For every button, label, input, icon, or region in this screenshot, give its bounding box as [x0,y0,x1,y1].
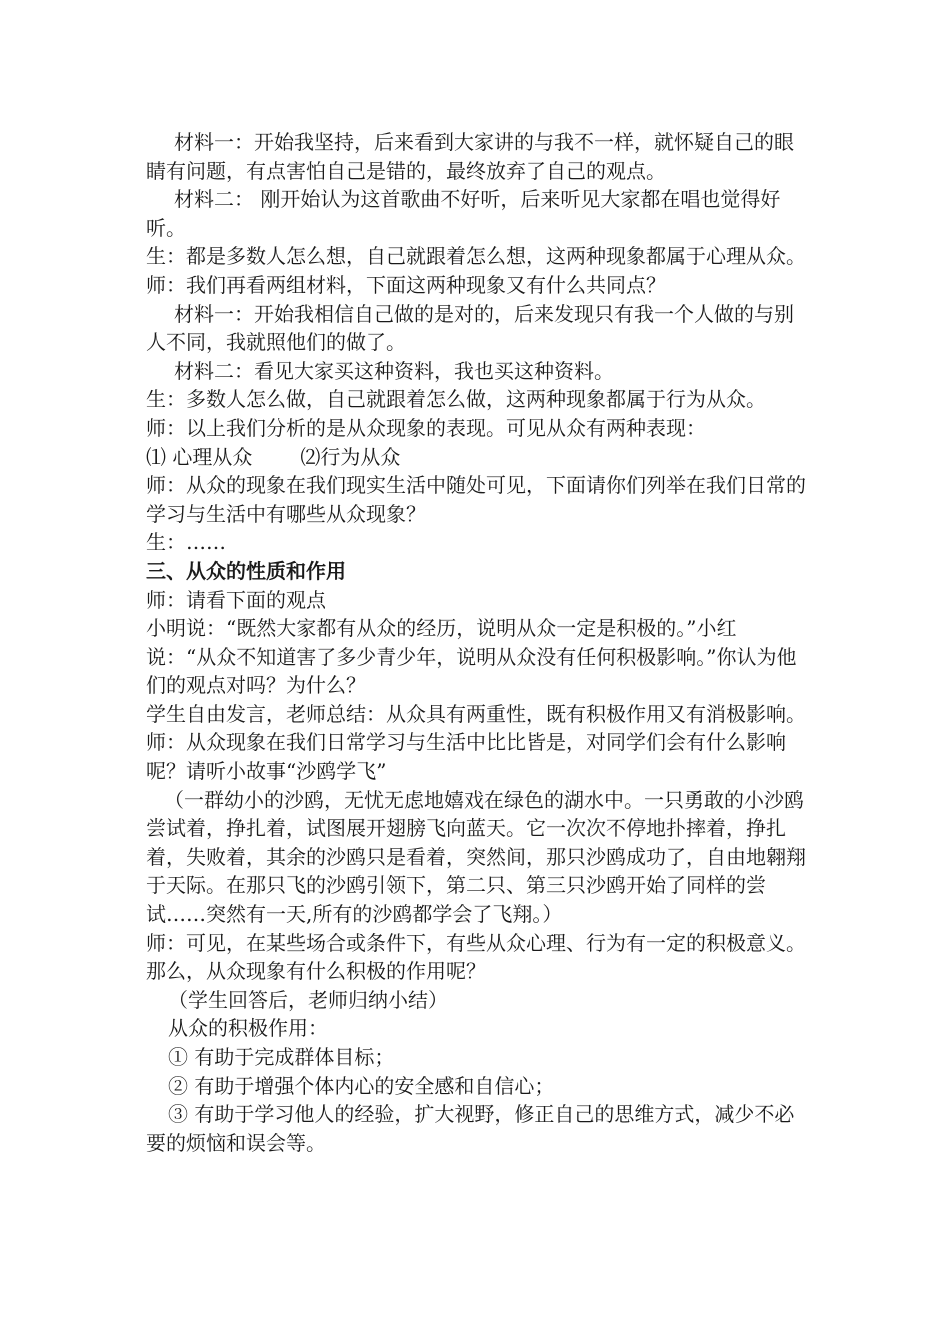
forms-line [146,443,806,472]
student-answer-3: 生：…… [146,530,226,555]
effect-item-1: ① 有助于完成群体目标； [168,1045,395,1069]
viewpoints-text: 小明说：“既然大家都有从众的经历，说明从众一定是积极的。”小红说：“从众不知道害了多少青少年，说明从众没有任何积极影响。”你认为他们的观点对吗？为什么？ [146,616,797,698]
teacher-line-5: 师：从众现象在我们日常学习与生活中比比皆是，对同学们会有什么影响呢？请听小故事“沙鸥学飞” [146,730,786,784]
student-answer-2: 生：多数人怎么做，自己就跟着怎么做，这两种现象都属于行为从众。 [146,387,766,412]
teacher-line-2: 师：以上我们分析的是从众现象的表现。可见从众有两种表现： [146,415,706,440]
teacher-line-1: 师：我们再看两组材料，下面这两种现象又有什么共同点？ [146,272,666,297]
story-text: （一群幼小的沙鸥，无忧无虑地嬉戏在绿色的湖水中。一只勇敢的小沙鸥尝试着，挣扎着，试图展开翅膀飞向蓝天。它一次次不停地扑摔着，挣扎着，失败着，其余的沙鸥只是看着，突然间，那只沙鸥成功了，自由地翱翔于天际。在那只飞的沙鸥引领下，第二只、第三只沙鸥开始了同样的尝试……突然有一天,所有的沙鸥都学会了飞翔。） [146,787,806,927]
teacher-line-3: 师：从众的现象在我们现实生活中随处可见，下面请你们列举在我们日常的学习与生活中有哪些从众现象？ [146,473,806,526]
material-1-text: 材料一：开始我坚持，后来看到大家讲的与我不一样，就怀疑自己的眼睛有问题，有点害怕自己是错的，最终放弃了自己的观点。 [146,130,794,183]
material-4-text: 材料二：看见大家买这种资料，我也买这种资料。 [174,358,614,383]
document-body [146,128,806,1157]
section-heading: 三、从众的性质和作用 [146,558,346,583]
material-2-text: 材料二： 刚开始认为这首歌曲不好听，后来听见大家都在唱也觉得好听。 [146,187,781,240]
effect-item-3: ③ 有助于学习他人的经验，扩大视野，修正自己的思维方式，减少不必要的烦恼和误会等。 [146,1102,795,1155]
form-behavioral: ⑵行为从众 [300,444,401,469]
summary-text: 学生自由发言，老师总结：从众具有两重性，既有积极作用又有消极影响。 [146,701,806,726]
teacher-line-4: 师：请看下面的观点 [146,587,326,612]
note-text: （学生回答后，老师归纳小结） [168,987,448,1012]
form-psychological: ⑴ 心理从众 [146,444,253,469]
effect-item-2: ② 有助于增强个体内心的安全感和自信心； [168,1073,555,1098]
teacher-line-6: 师：可见，在某些场合或条件下，有些从众心理、行为有一定的积极意义。那么，从众现象有什么积极的作用呢？ [146,930,806,984]
material-3-text: 材料一：开始我相信自己做的是对的，后来发现只有我一个人做的与别人不同，我就照他们的做了。 [146,301,794,355]
positive-effects-label: 从众的积极作用： [168,1016,328,1041]
student-answer-1: 生：都是多数人怎么想，自己就跟着怎么想，这两种现象都属于心理从众。 [146,244,806,269]
